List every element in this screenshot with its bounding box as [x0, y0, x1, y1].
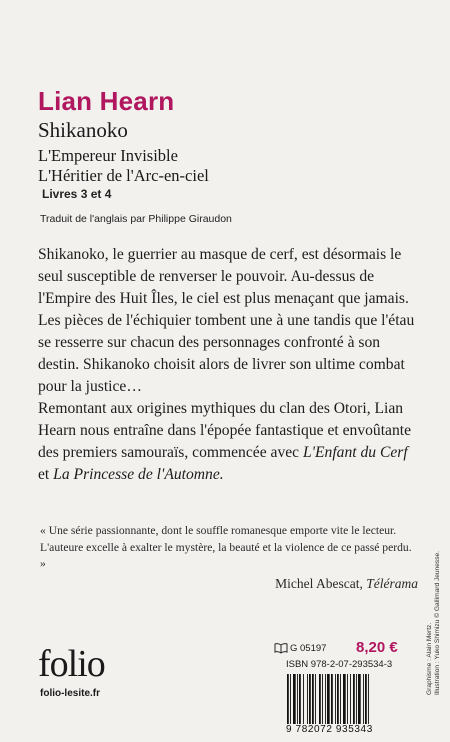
blurb — [38, 244, 418, 486]
book-title-1: L'Empereur Invisible — [38, 146, 178, 165]
blurb-paragraph-2 — [38, 398, 418, 486]
barcode-bar — [343, 674, 346, 724]
credit-line-1: Graphisme : Alain Mertz. — [426, 622, 433, 695]
price: 8,20 € — [356, 639, 398, 656]
barcode-bar — [353, 674, 355, 724]
barcode-bar — [365, 674, 367, 724]
barcode-bar — [319, 674, 321, 724]
barcode-bar — [347, 674, 348, 724]
price-row — [274, 638, 424, 660]
credit-line-2: Illustration : Yuko Shimizu © Gallimard Jeunesse. — [434, 550, 441, 695]
publisher-site: folio-lesite.fr — [40, 688, 101, 699]
book-reference-1: L'Enfant du Cerf — [303, 444, 408, 461]
isbn: ISBN 978-2-07-293534-3 — [286, 659, 393, 670]
barcode-bar — [327, 674, 330, 724]
blurb-paragraph-1: Shikanoko, le guerrier au masque de cerf, est désormais le seul susceptible de renverser le pouvoir. Au-dessus de l'Empire des Huit Îles, le ciel est plus menaçant que jamais. Les pièces de l'échiquier tombent une à une tandis que l'étau se resserre sur chacun des personnages confronté à son destin. Shikanoko choisit alors de livrer son ultime combat pour la justice… — [38, 246, 415, 395]
open-book-icon — [274, 642, 288, 654]
translator-credit: Traduit de l'anglais par Philippe Giraudon — [40, 213, 232, 225]
barcode-bar — [350, 674, 351, 724]
barcode-bar — [315, 674, 316, 724]
barcode-digits: 9 782072 935343 — [286, 724, 373, 735]
barcode-bar — [287, 674, 289, 724]
conjunction: et — [38, 466, 50, 483]
book-reference-2: La Princesse de l'Automne. — [53, 466, 224, 483]
press-quote: « Une série passionnante, dont le souffle romanesque emporte vite le lecteur. L'auteure excelle à exalter le mystère, la beauté et la violence de ce passé perdu. » — [40, 524, 412, 570]
barcode-bar — [331, 674, 333, 724]
quote-attribution — [180, 576, 418, 592]
barcode-bar — [309, 674, 311, 724]
volumes-label: Livres 3 et 4 — [42, 187, 112, 201]
barcode-bar — [340, 674, 341, 724]
barcode — [286, 674, 406, 724]
barcode-bar — [299, 674, 301, 724]
author-name: Lian Hearn — [38, 86, 175, 116]
barcode-bar — [363, 674, 364, 724]
book-title-2: L'Héritier de l'Arc-en-ciel — [38, 166, 209, 185]
barcode-bar — [335, 674, 336, 724]
barcode-bar — [325, 674, 326, 724]
barcode-bar — [290, 674, 291, 724]
barcode-bar — [337, 674, 339, 724]
barcode-bar — [307, 674, 308, 724]
product-code: G 05197 — [290, 643, 327, 654]
quote-source: Télérama — [366, 576, 418, 591]
barcode-bar — [322, 674, 323, 724]
quote-author: Michel Abescat, — [275, 576, 363, 591]
barcode-bar — [356, 674, 357, 724]
barcode-bar — [297, 674, 298, 724]
blurb-paragraph-2-text: Remontant aux origines mythiques du clan des Otori, Lian Hearn nous entraîne dans l'épopée fantastique et envoûtante des premiers samouraïs, commencée avec — [38, 400, 412, 461]
design-credits — [426, 551, 442, 695]
barcode-bar — [293, 674, 296, 724]
folio-logo: folio — [38, 643, 105, 685]
barcode-bar — [312, 674, 314, 724]
barcode-bar — [303, 674, 304, 724]
barcode-bar — [368, 674, 369, 724]
series-title: Shikanoko — [38, 118, 128, 142]
barcode-bar — [358, 674, 361, 724]
